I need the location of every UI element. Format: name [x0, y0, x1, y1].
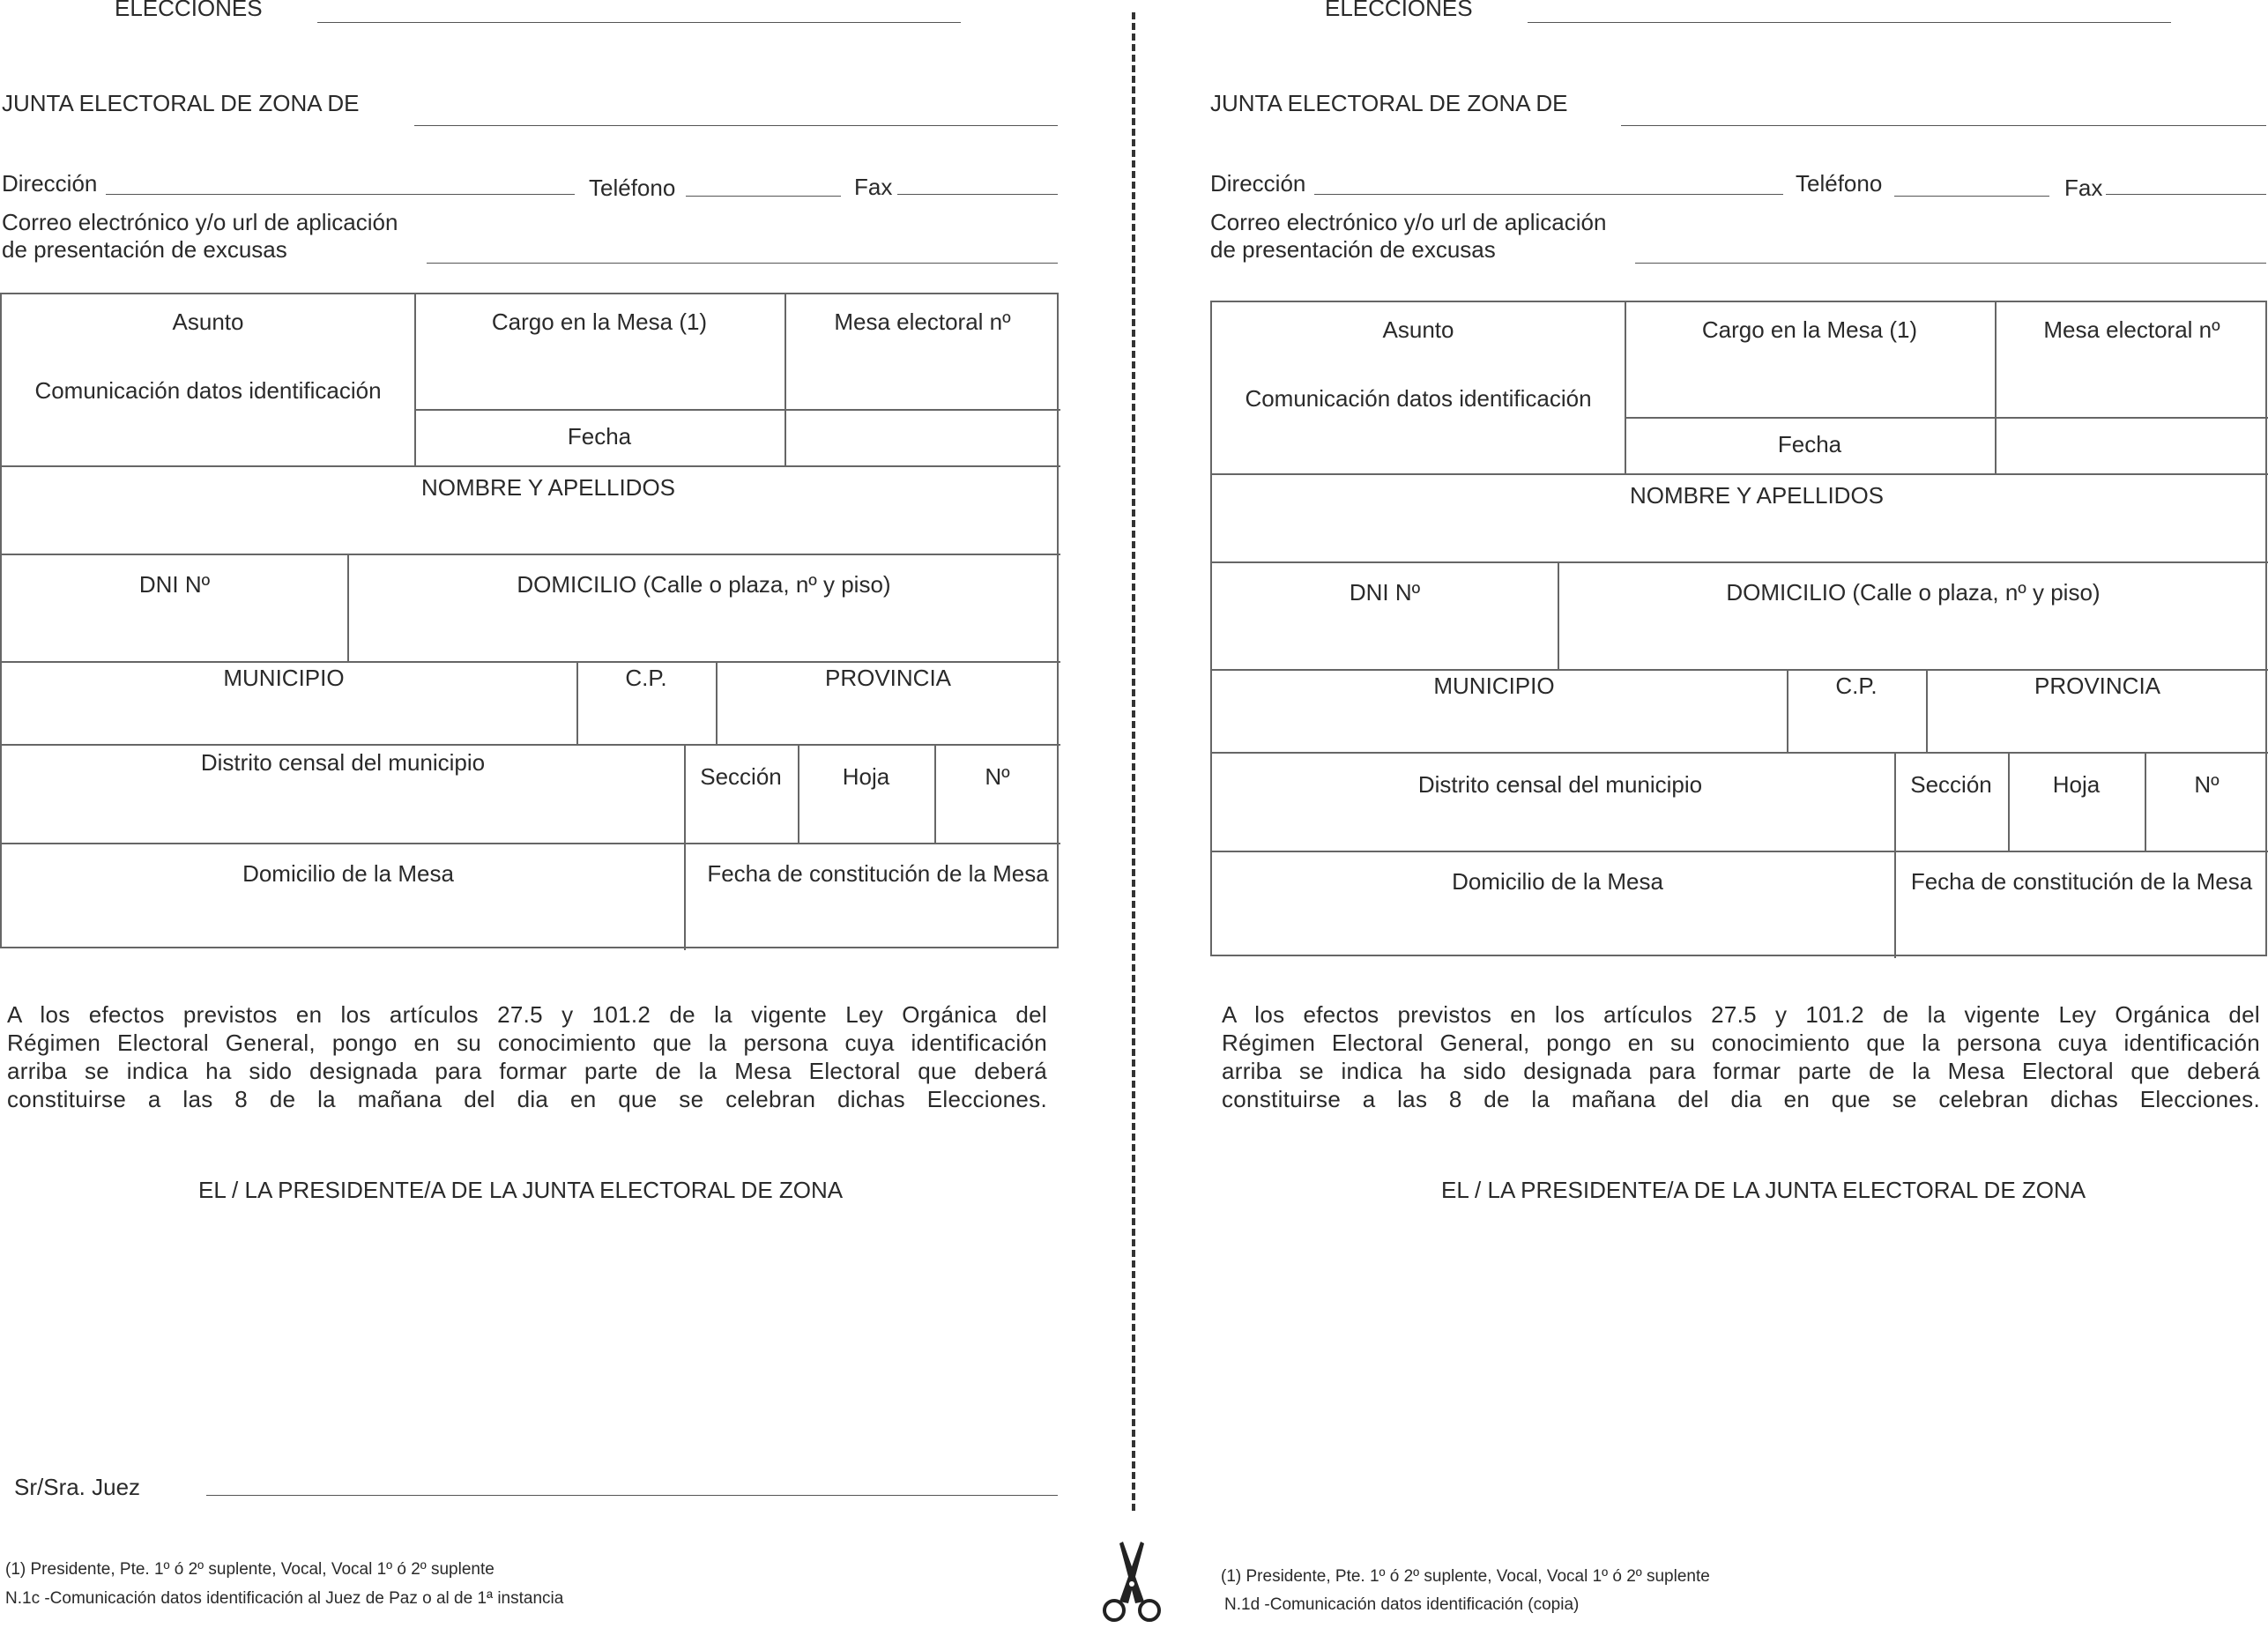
legal-paragraph: A los efectos previstos en los artículos 27.5 y 101.2 de la vigente Ley Orgánica del Régimen Electoral General, pongo en su conocimiento que la persona cuya identificación arriba se indica ha sido designada para formar parte de la Mesa Electoral que deberá constituirse a las 8 de la mañana del dia en que se celebran dichas Elecciones.	[1222, 1001, 2260, 1112]
fecha-label: Fecha	[567, 423, 632, 450]
presidente-label: EL / LA PRESIDENTE/A DE LA JUNTA ELECTORAL DE ZONA	[1441, 1177, 2086, 1203]
direccion-field[interactable]	[1314, 194, 1783, 195]
fecha-constitucion-label: Fecha de constitución de la Mesa	[707, 860, 1049, 887]
mesa-electoral-label: Mesa electoral nº	[2043, 316, 2220, 343]
hoja-label: Hoja	[2052, 771, 2101, 798]
footnote-cargo: (1) Presidente, Pte. 1º ó 2º suplente, Vocal, Vocal 1º ó 2º suplente	[5, 1560, 494, 1579]
asunto-value: Comunicación datos identificación	[1245, 385, 1592, 412]
datos-table	[0, 293, 1059, 948]
cargo-label: Cargo en la Mesa (1)	[1701, 316, 1918, 343]
correo-label-line1: Correo electrónico y/o url de aplicación	[2, 209, 398, 235]
hoja-label: Hoja	[842, 763, 890, 790]
nombre-label: NOMBRE Y APELLIDOS	[1629, 482, 1885, 509]
fecha-label: Fecha	[1777, 431, 1842, 457]
asunto-label: Asunto	[1382, 316, 1454, 343]
seccion-label: Sección	[1910, 771, 1992, 798]
nombre-label: NOMBRE Y APELLIDOS	[420, 474, 676, 501]
direccion-label: Dirección	[1210, 170, 1306, 197]
provincia-label: PROVINCIA	[824, 665, 952, 691]
cp-label: C.P.	[625, 665, 667, 691]
fax-label: Fax	[854, 174, 893, 200]
scissors-icon	[1097, 1538, 1167, 1626]
junta-label: JUNTA ELECTORAL DE ZONA DE	[2, 90, 360, 116]
fax-field[interactable]	[2106, 194, 2266, 195]
correo-field[interactable]	[1635, 263, 2266, 264]
domicilio-mesa-label: Domicilio de la Mesa	[242, 860, 454, 887]
telefono-label: Teléfono	[1796, 170, 1883, 197]
telefono-field[interactable]	[1894, 196, 2049, 197]
dni-label: DNI Nº	[1349, 579, 1421, 606]
mesa-electoral-label: Mesa electoral nº	[834, 309, 1011, 335]
telefono-field[interactable]	[686, 196, 841, 197]
direccion-field[interactable]	[106, 194, 575, 195]
dni-label: DNI Nº	[138, 571, 211, 598]
fax-label: Fax	[2064, 175, 2103, 201]
correo-label-line2: de presentación de excusas	[1210, 236, 1496, 263]
footnote-cargo: (1) Presidente, Pte. 1º ó 2º suplente, Vocal, Vocal 1º ó 2º suplente	[1221, 1567, 1710, 1586]
domicilio-label: DOMICILIO (Calle o plaza, nº y piso)	[1726, 579, 2101, 606]
footnote-form-code: N.1d -Comunicación datos identificación (copia)	[1224, 1595, 1580, 1614]
telefono-label: Teléfono	[589, 175, 676, 201]
presidente-label: EL / LA PRESIDENTE/A DE LA JUNTA ELECTORAL DE ZONA	[198, 1177, 844, 1203]
fecha-constitucion-label: Fecha de constitución de la Mesa	[1910, 868, 2253, 895]
municipio-label: MUNICIPIO	[1433, 673, 1555, 699]
elecciones-field[interactable]	[1528, 22, 2171, 23]
form-juez	[0, 0, 1067, 1628]
asunto-value: Comunicación datos identificación	[34, 377, 382, 404]
footnote-form-code: N.1c -Comunicación datos identificación al Juez de Paz o al de 1ª instancia	[5, 1589, 564, 1608]
junta-field[interactable]	[414, 125, 1058, 126]
junta-field[interactable]	[1621, 125, 2266, 126]
correo-field[interactable]	[427, 263, 1058, 264]
municipio-label: MUNICIPIO	[223, 665, 345, 691]
elecciones-field[interactable]	[317, 22, 961, 23]
juez-field[interactable]	[206, 1495, 1058, 1496]
legal-paragraph: A los efectos previstos en los artículos 27.5 y 101.2 de la vigente Ley Orgánica del Régimen Electoral General, pongo en su conocimiento que la persona cuya identificación arriba se indica ha sido designada para formar parte de la Mesa Electoral que deberá constituirse a las 8 de la mañana del dia en que se celebran dichas Elecciones.	[7, 1001, 1047, 1112]
correo-label-line2: de presentación de excusas	[2, 236, 287, 263]
datos-table	[1210, 301, 2267, 956]
junta-label: JUNTA ELECTORAL DE ZONA DE	[1210, 90, 1568, 116]
distrito-label: Distrito censal del municipio	[1417, 771, 1703, 798]
domicilio-mesa-label: Domicilio de la Mesa	[1452, 868, 1663, 895]
juez-label: Sr/Sra. Juez	[14, 1474, 141, 1500]
domicilio-label: DOMICILIO (Calle o plaza, nº y piso)	[517, 571, 891, 598]
distrito-label: Distrito censal del municipio	[200, 749, 486, 776]
correo-label-line1: Correo electrónico y/o url de aplicación	[1210, 209, 1607, 235]
cp-label: C.P.	[1835, 673, 1878, 699]
seccion-label: Sección	[700, 763, 782, 790]
fax-field[interactable]	[897, 194, 1058, 195]
cargo-label: Cargo en la Mesa (1)	[491, 309, 708, 335]
provincia-label: PROVINCIA	[2034, 673, 2161, 699]
numero-label: Nº	[985, 763, 1010, 790]
asunto-label: Asunto	[172, 309, 244, 335]
cut-line	[1132, 12, 1135, 1511]
numero-label: Nº	[2194, 771, 2220, 798]
elecciones-label: ELECCIONES	[1325, 0, 1473, 21]
elecciones-label: ELECCIONES	[115, 0, 263, 21]
direccion-label: Dirección	[2, 170, 98, 197]
form-copia	[1210, 0, 2268, 1628]
